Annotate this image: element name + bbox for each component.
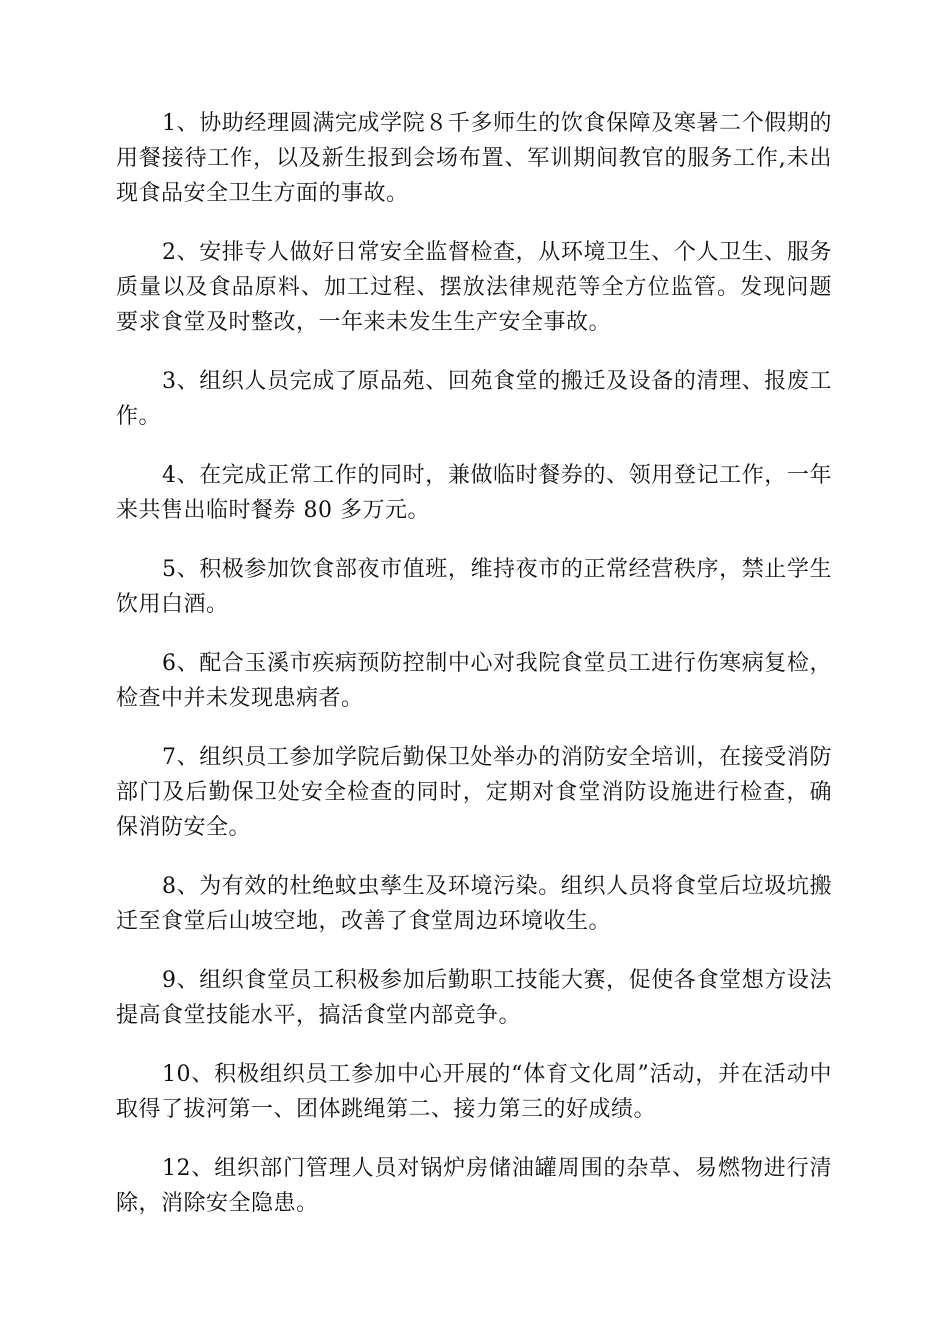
paragraph-2: 2、安排专人做好日常安全监督检查，从环境卫生、个人卫生、服务质量以及食品原料、加工过程、摆放法律规范等全方位监管。发现问题要求食堂及时整改，一年来未发生生产安全事故。 <box>116 240 832 335</box>
paragraph-9: 9、组织食堂员工积极参加后勤职工技能大赛，促使各食堂想方设法提高食堂技能水平，搞活食堂内部竞争。 <box>116 968 832 1028</box>
document-body <box>116 106 832 1245</box>
paragraph-4: 4、在完成正常工作的同时，兼做临时餐券的、领用登记工作，一年来共售出临时餐券 80 多万元。 <box>116 463 832 523</box>
paragraph-7: 7、组织员工参加学院后勤保卫处举办的消防安全培训，在接受消防部门及后勤保卫处安全检查的同时，定期对食堂消防设施进行检查，确保消防安全。 <box>116 745 832 840</box>
paragraph-10: 10、积极组织员工参加中心开展的“体育文化周”活动，并在活动中取得了拔河第一、团体跳绳第二、接力第三的好成绩。 <box>116 1062 832 1122</box>
paragraph-12: 12、组织部门管理人员对锅炉房储油罐周围的杂草、易燃物进行清除，消除安全隐患。 <box>116 1156 832 1216</box>
paragraph-3: 3、组织人员完成了原品苑、回苑食堂的搬迁及设备的清理、报废工作。 <box>116 369 832 429</box>
paragraph-6: 6、配合玉溪市疾病预防控制中心对我院食堂员工进行伤寒病复检，检查中并未发现患病者。 <box>116 651 832 711</box>
paragraph-8: 8、为有效的杜绝蚊虫孳生及环境污染。组织人员将食堂后垃圾坑搬迁至食堂后山坡空地，改善了食堂周边环境收生。 <box>116 874 832 934</box>
paragraph-1: 1、协助经理圆满完成学院８千多师生的饮食保障及寒暑二个假期的用餐接待工作，以及新生报到会场布置、军训期间教官的服务工作,未出现食品安全卫生方面的事故。 <box>116 111 832 206</box>
paragraph-5: 5、积极参加饮食部夜市值班，维持夜市的正常经营秩序，禁止学生饮用白酒。 <box>116 557 832 617</box>
